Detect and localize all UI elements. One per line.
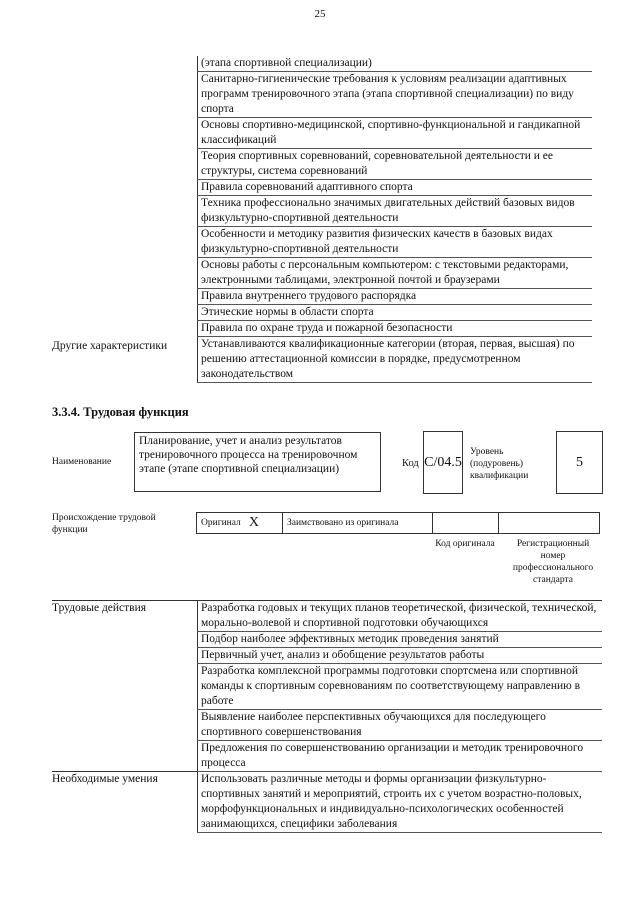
table-row: [52, 180, 592, 196]
row-text: Техника профессионально значимых двигательных действий базовых видов физкультурно-спортивной деятельности: [198, 196, 593, 227]
origin-row: [196, 512, 600, 534]
row-label: [52, 664, 198, 710]
row-label: [52, 289, 198, 305]
table-row: [52, 337, 592, 383]
row-label: Другие характеристики: [52, 339, 168, 352]
row-label: Необходимые умения: [52, 772, 198, 833]
row-label: [52, 180, 198, 196]
row-label: [52, 741, 198, 772]
original-cell: [197, 513, 283, 533]
original-mark: X: [248, 515, 259, 530]
function-name-box: Планирование, учет и анализ результатов тренировочного процесса на тренировочном этапе (этапе спортивной специализации): [134, 432, 381, 492]
row-text: Разработка годовых и текущих планов теоретической, физической, технической, морально-волевой и спортивной подготовки обучающихся: [198, 601, 603, 632]
row-label: [52, 632, 198, 648]
row-text: Правила по охране труда и пожарной безопасности: [198, 321, 593, 337]
row-text: Разработка комплексной программы подготовки спортсмена или спортивной команды к спортивным соревнованиям по соответствующему направлению в работе: [198, 664, 603, 710]
table-row: [52, 601, 602, 632]
table-row: [52, 632, 602, 648]
row-label: [52, 149, 198, 180]
row-label: [52, 118, 198, 149]
row-label: [52, 710, 198, 741]
row-text: Подбор наиболее эффективных методик проведения занятий: [198, 632, 603, 648]
borrowed-cell: [283, 513, 433, 533]
row-text: Санитарно-гигиенические требования к условиям реализации адаптивных программ тренировочного этапа (этапа спортивной специализации) по виду спорта: [198, 72, 593, 118]
knowledge-table-continued: [52, 56, 592, 383]
section-title: 3.3.4. Трудовая функция: [52, 405, 189, 419]
table-row: [52, 258, 592, 289]
row-text: Выявление наиболее перспективных обучающихся для последующего спортивного совершенствования: [198, 710, 603, 741]
code-label: Код: [402, 458, 419, 469]
code-original-cell: [433, 513, 499, 533]
table-row: [52, 648, 602, 664]
table-row: [52, 118, 592, 149]
table-row: [52, 710, 602, 741]
level-label: Уровень (подуровень) квалификации: [470, 447, 529, 481]
table-row: [52, 321, 592, 337]
labor-actions-table: [52, 600, 602, 833]
row-label: [52, 321, 198, 337]
table-row: [52, 72, 592, 118]
row-label: [52, 305, 198, 321]
row-text: Первичный учет, анализ и обобщение результатов работы: [198, 648, 603, 664]
row-text: Основы спортивно-медицинской, спортивно-функциональной и гандикапной классификаций: [198, 118, 593, 149]
row-text: Предложения по совершенствованию организации и методик тренировочного процесса: [198, 741, 603, 772]
origin-label: Происхождение трудовой функции: [52, 513, 156, 535]
table-row: [52, 305, 592, 321]
code-original-label: Код оригинала: [435, 539, 495, 549]
row-text: Правила внутреннего трудового распорядка: [198, 289, 593, 305]
row-label: [52, 72, 198, 118]
qualification-level-box: 5: [556, 431, 603, 494]
table-row: [52, 772, 602, 833]
row-label: [52, 227, 198, 258]
reg-number-label: Регистрационный номер профессионального стандарта: [512, 539, 594, 585]
table-row: [52, 56, 592, 72]
reg-number-cell: [499, 513, 599, 533]
row-label: [52, 648, 198, 664]
row-text: Использовать различные методы и формы организации физкультурно-спортивных занятий и мероприятий, строить их с учетом возрастно-половых, морфофункциональных и индивидуально-психологических особенностей занимающихся, специфики заболевания: [198, 772, 603, 833]
row-text: Устанавливаются квалификационные категории (вторая, первая, высшая) по решению аттестационной комиссии в порядке, предусмотренном законодательством: [198, 337, 593, 383]
table-row: [52, 664, 602, 710]
page-number: 25: [314, 8, 326, 20]
row-text: (этапа спортивной специализации): [198, 56, 593, 72]
table-row: [52, 149, 592, 180]
row-label: Трудовые действия: [52, 601, 198, 632]
row-label: [52, 258, 198, 289]
function-code-box: C/04.5: [423, 431, 463, 494]
table-row: [52, 741, 602, 772]
row-text: Этические нормы в области спорта: [198, 305, 593, 321]
original-label: Оригинал: [201, 518, 241, 528]
row-text: Основы работы с персональным компьютером: с текстовыми редакторами, электронными таблицами, электронной почтой и браузерами: [198, 258, 593, 289]
borrowed-label: Заимствовано из оригинала: [287, 518, 399, 528]
table-row: [52, 289, 592, 305]
row-text: Особенности и методику развития физических качеств в базовых видах физкультурно-спортивной деятельности: [198, 227, 593, 258]
row-text: Правила соревнований адаптивного спорта: [198, 180, 593, 196]
table-row: [52, 227, 592, 258]
row-text: Теория спортивных соревнований, соревновательной деятельности и ее структуры, система соревнований: [198, 149, 593, 180]
name-label: Наименование: [52, 457, 112, 467]
table-row: [52, 196, 592, 227]
row-label: [52, 56, 198, 72]
row-label: [52, 196, 198, 227]
